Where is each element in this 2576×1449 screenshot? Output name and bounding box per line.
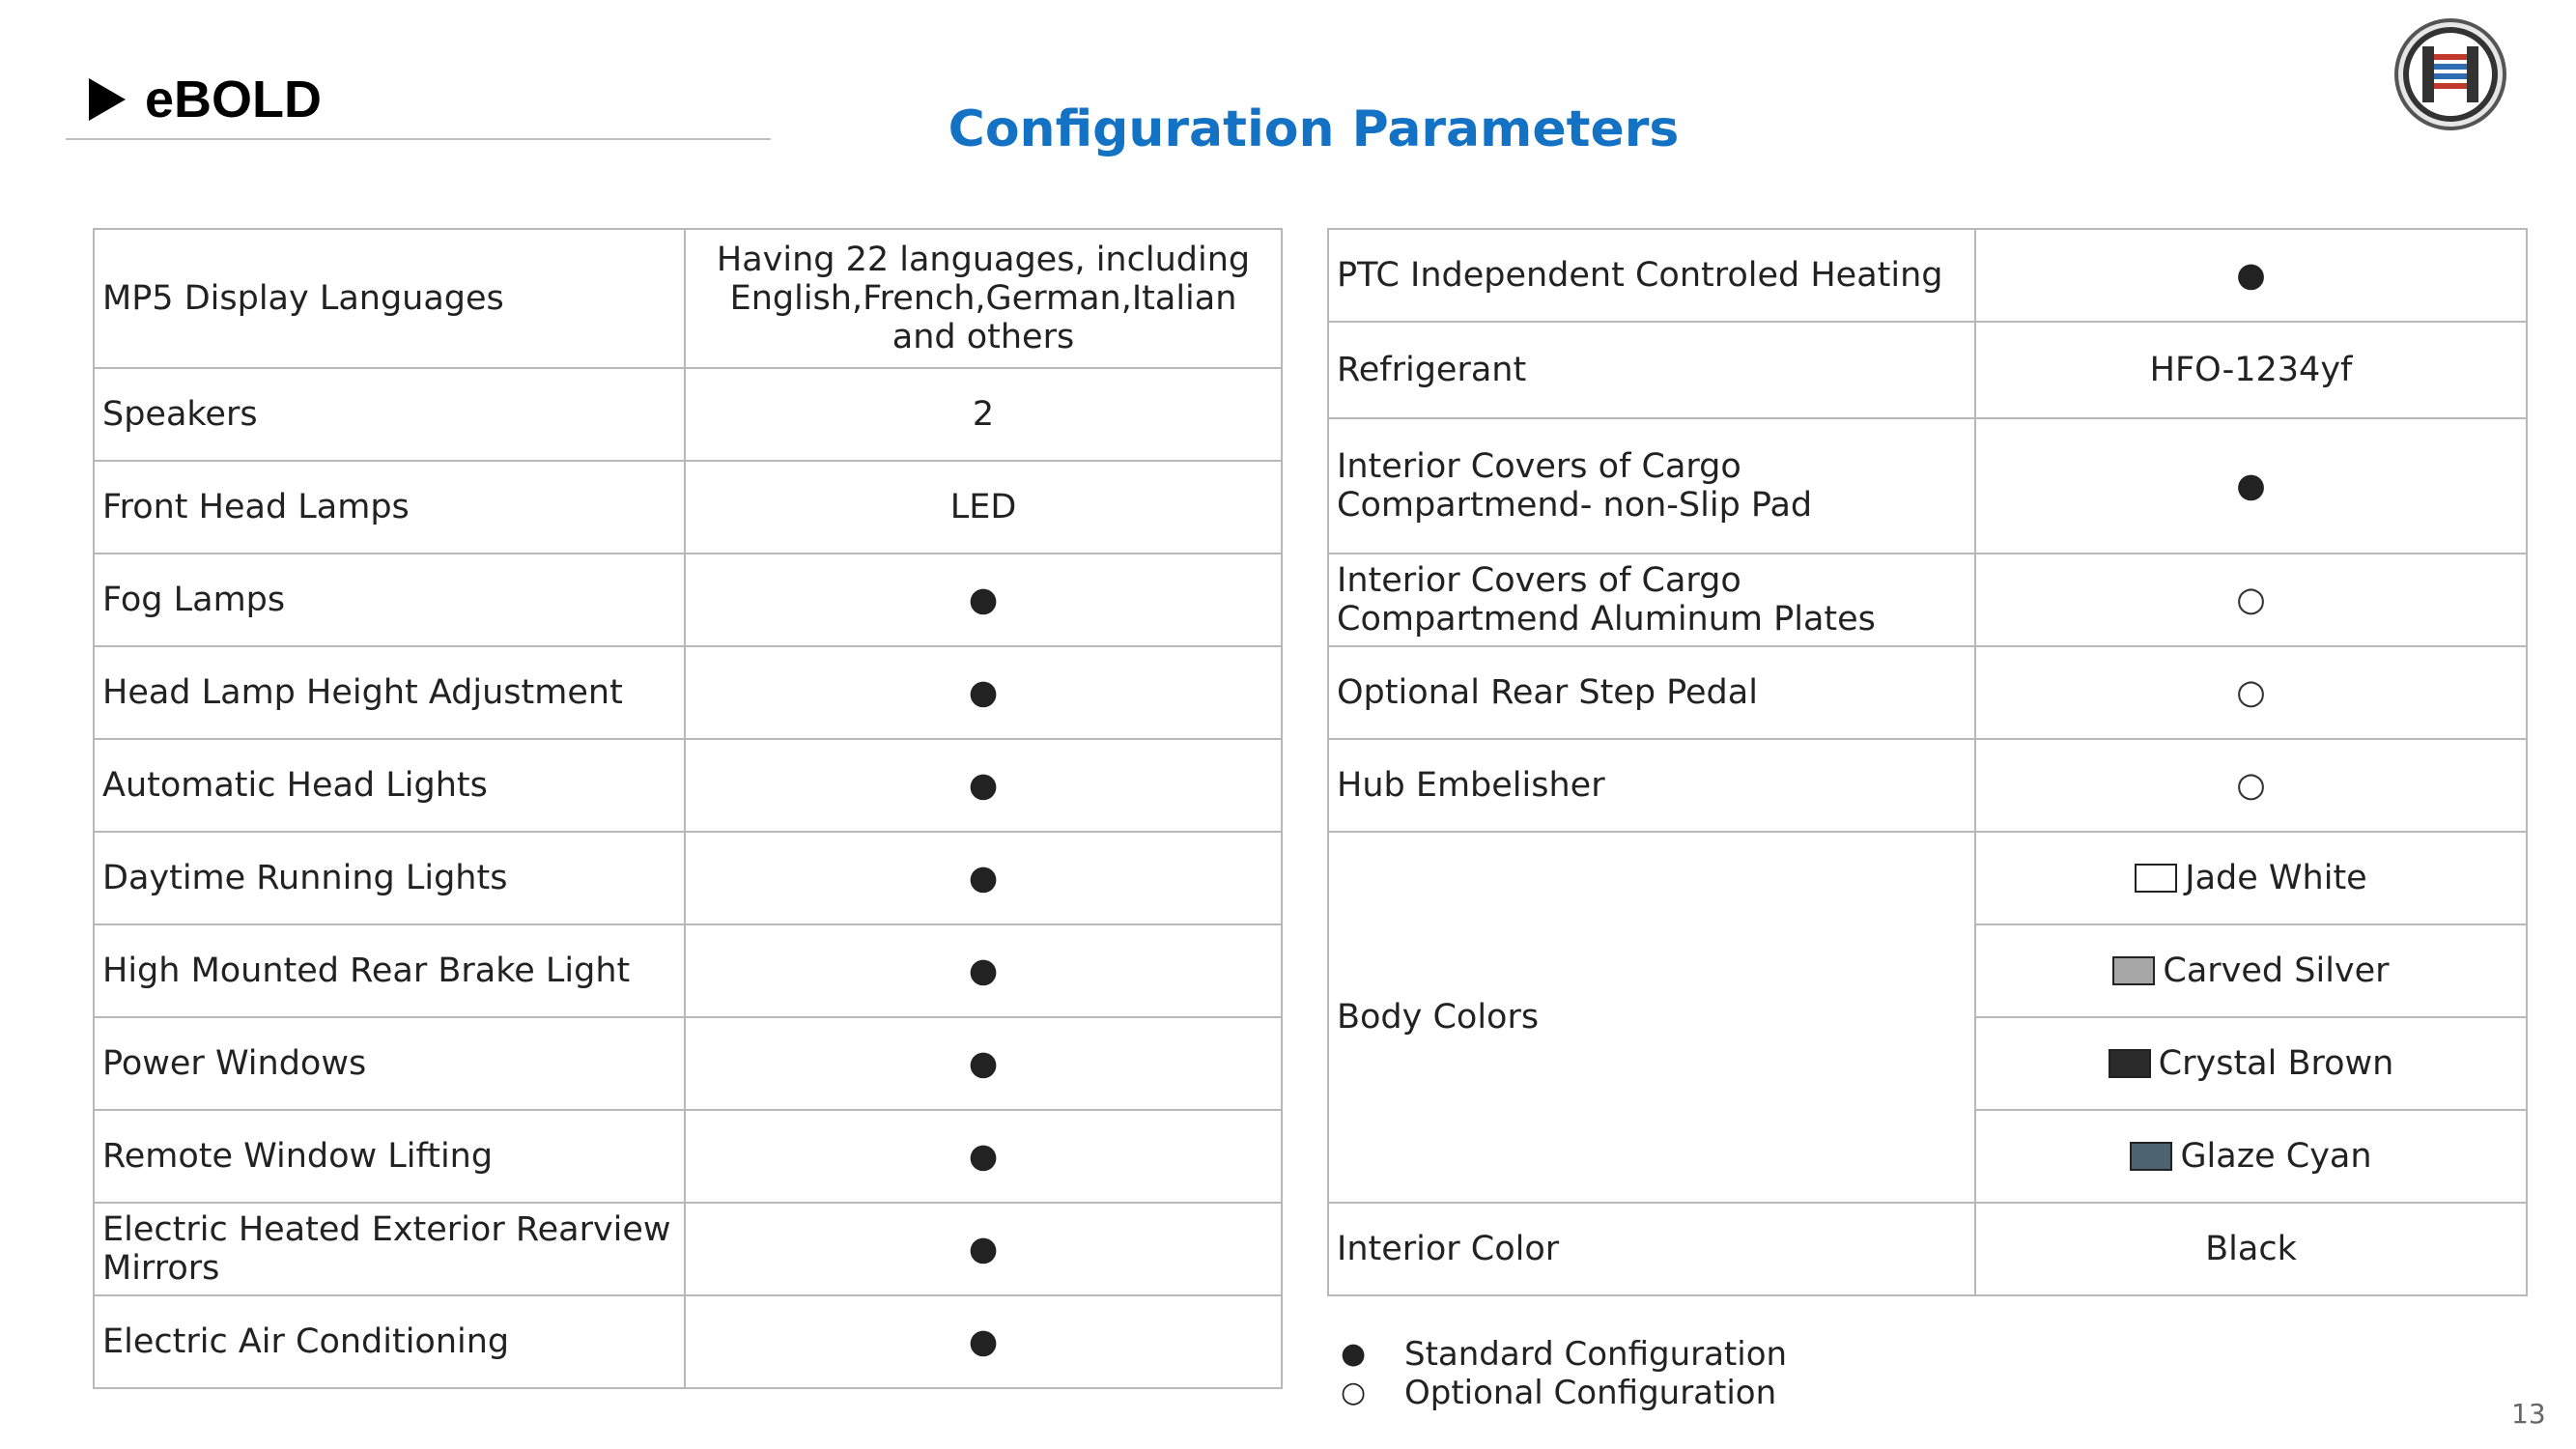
- row-label: Speakers: [94, 368, 685, 461]
- legend-optional-label: Optional Configuration: [1404, 1374, 1777, 1412]
- table-row: [94, 924, 1282, 1017]
- row-label: Refrigerant: [1328, 322, 1975, 418]
- row-label: Remote Window Lifting: [94, 1110, 685, 1203]
- table-row: [94, 1017, 1282, 1110]
- row-value: ●: [1975, 229, 2527, 322]
- row-label: Power Windows: [94, 1017, 685, 1110]
- row-value: ●: [685, 1203, 1282, 1295]
- color-option: [1984, 1044, 2518, 1083]
- row-value: ●: [685, 1295, 1282, 1388]
- row-label: Automatic Head Lights: [94, 739, 685, 832]
- body-color-cell: [1975, 832, 2527, 924]
- table-row: [94, 229, 1282, 368]
- row-label: Optional Rear Step Pedal: [1328, 646, 1975, 739]
- row-value: LED: [685, 461, 1282, 554]
- filled-dot-icon: ●: [1341, 1337, 1367, 1371]
- row-value: ●: [685, 554, 1282, 646]
- table-row: [94, 739, 1282, 832]
- row-label: Electric Air Conditioning: [94, 1295, 685, 1388]
- row-label: Electric Heated Exterior Rearview Mirrors: [94, 1203, 685, 1295]
- row-label: High Mounted Rear Brake Light: [94, 924, 685, 1017]
- table-row: [1328, 322, 2527, 418]
- table-row: [94, 1110, 1282, 1203]
- row-label: Hub Embelisher: [1328, 739, 1975, 832]
- row-label: MP5 Display Languages: [94, 229, 685, 368]
- row-label: Interior Covers of Cargo Compartmend Aluminum Plates: [1328, 554, 1975, 646]
- row-label: Front Head Lamps: [94, 461, 685, 554]
- color-swatch: [2112, 956, 2155, 985]
- row-value: ●: [685, 832, 1282, 924]
- table-row: [1328, 646, 2527, 739]
- page-title: Configuration Parameters: [948, 100, 1680, 158]
- table-row: [94, 461, 1282, 554]
- table-row: [94, 1203, 1282, 1295]
- row-value: ●: [1975, 418, 2527, 554]
- legend-standard-label: Standard Configuration: [1404, 1335, 1788, 1374]
- color-name: Crystal Brown: [2158, 1044, 2394, 1083]
- body-color-row: [1328, 832, 2527, 924]
- row-value: ●: [685, 646, 1282, 739]
- table-row: [94, 646, 1282, 739]
- row-value: HFO-1234yf: [1975, 322, 2527, 418]
- row-value: ●: [685, 1110, 1282, 1203]
- row-label: Head Lamp Height Adjustment: [94, 646, 685, 739]
- config-table-right: [1327, 228, 2528, 1296]
- color-name: Jade White: [2185, 859, 2367, 897]
- row-value: Black: [1975, 1203, 2527, 1295]
- table-row: [94, 554, 1282, 646]
- brand-logo-icon: [2393, 17, 2507, 131]
- color-swatch: [2135, 864, 2177, 893]
- row-value: Having 22 languages, including English,French,German,Italian and others: [685, 229, 1282, 368]
- color-option: [1984, 952, 2518, 990]
- table-row: [1328, 739, 2527, 832]
- body-color-cell: [1975, 1017, 2527, 1110]
- hollow-dot-icon: ○: [1341, 1376, 1367, 1409]
- body-colors-label: Body Colors: [1328, 832, 1975, 1203]
- table-row: [1328, 1203, 2527, 1295]
- config-table-left: [93, 228, 1283, 1389]
- color-name: Glaze Cyan: [2180, 1137, 2372, 1176]
- legend-optional: [1341, 1374, 1787, 1412]
- body-color-cell: [1975, 1110, 2527, 1203]
- table-row: [1328, 554, 2527, 646]
- row-label: Interior Covers of Cargo Compartmend- non-Slip Pad: [1328, 418, 1975, 554]
- legend-standard: [1341, 1335, 1787, 1374]
- table-row: [94, 832, 1282, 924]
- page-number: 13: [2511, 1398, 2546, 1430]
- table-row: [1328, 229, 2527, 322]
- row-value: ●: [685, 739, 1282, 832]
- brand-name: eBOLD: [145, 71, 323, 128]
- row-value: 2: [685, 368, 1282, 461]
- row-label: Daytime Running Lights: [94, 832, 685, 924]
- color-swatch: [2109, 1049, 2151, 1078]
- row-value: ○: [1975, 739, 2527, 832]
- color-option: [1984, 859, 2518, 897]
- color-option: [1984, 1137, 2518, 1176]
- body-color-cell: [1975, 924, 2527, 1017]
- row-value: ●: [685, 1017, 1282, 1110]
- table-row: [94, 1295, 1282, 1388]
- legend: [1341, 1335, 1787, 1412]
- color-name: Carved Silver: [2163, 952, 2390, 990]
- row-label: Interior Color: [1328, 1203, 1975, 1295]
- color-swatch: [2130, 1142, 2172, 1171]
- table-row: [1328, 418, 2527, 554]
- row-value: ○: [1975, 646, 2527, 739]
- row-value: ●: [685, 924, 1282, 1017]
- table-row: [94, 368, 1282, 461]
- row-label: PTC Independent Controled Heating: [1328, 229, 1975, 322]
- row-label: Fog Lamps: [94, 554, 685, 646]
- row-value: ○: [1975, 554, 2527, 646]
